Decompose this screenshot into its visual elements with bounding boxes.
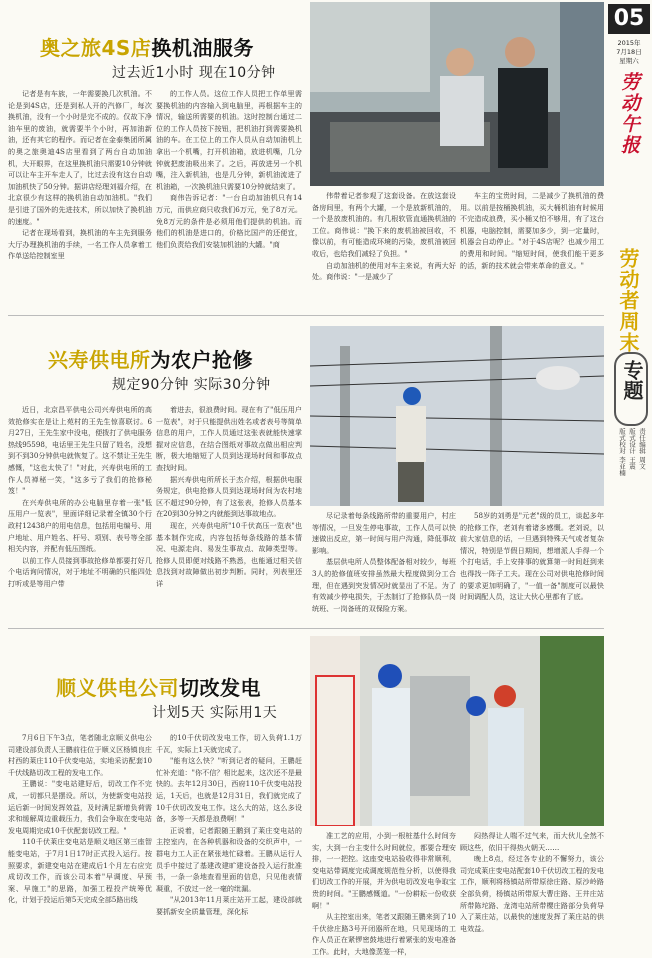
paragraph: 7月6日下午3点，笔者随北京顺义供电公司建设部负责人王鹏前往位于顺义区杨镇良庄村西的莱庄110千伏变电站，实地采访配套10千伏线路切改工程的发电工作。 (8, 733, 152, 777)
article-headline: 奥之旅4S店换机油服务 (40, 36, 254, 60)
newspaper-logo: 劳动午报 (618, 72, 640, 156)
paragraph: 从主控室出来，笔者又跟随王鹏来到了10千伏徐庄路3号开闭器所在地，只见现场的工作人员正在紧锣密鼓地进行着紧张的发电准备工作。此时，大地像蒸笼一样， (312, 912, 456, 956)
paragraph: 车主的宝贵时间，二是减少了换机油的费用。以前是按桶换机油，买大桶机油有时候用不完造成浪费，买小桶又怕不够用，有了这台机器，电脑控制，需要加多少，到一定量时，机器会自动停止。"对于4S店呢？也减少用工的费用和时间。"缩短时间，使我们能干更多的活，新的技术就会带来革命的意义。" (460, 191, 604, 270)
page-number: 05 (608, 4, 650, 34)
article-column (156, 88, 302, 250)
paragraph: 着进去，很浪费时间。现在有了"低压用户一览表"，对于只能提供出姓名或者表号等简单信息的用户，工作人员通过这张表就能快速掌握对应信息，在结合图纸对事故点做出相应判断，极大地缩短了人员到达现场时间和事故点查找时间。 (156, 405, 302, 472)
paragraph: 基层供电所人员整体配备相对较少，每班3人的抢修值班安排虽然最大程度做到分工合理，但在遇到突发情况时就显出了不足。为了有效减少停电损失，于杰制订了抢修队员一岗统班、一岗备班的双保险方案。 (312, 557, 456, 613)
article-subhead: 规定90分钟 实际30分钟 (112, 377, 271, 393)
weekday: 星期六 (619, 57, 639, 65)
article-photo-mechanics (310, 2, 604, 186)
article-photo-substation (310, 636, 604, 826)
article-column (460, 190, 604, 271)
section-divider (8, 315, 604, 316)
article-subhead: 过去近1小时 现在10分钟 (112, 65, 276, 81)
article-column (312, 830, 456, 958)
paragraph: 的工作人员。这位工作人员把工作单里需要换机油的内容输入到电脑里，再根据车主的情况，输送所需要的机油。这时控制台通过二位的工作人员按下按钮，把机油打到需要换机油的车。在工位上的工作人员从自动加油机上拿出一个机嘴，打开机油箱，放进机嘴，几分钟就把废油吸出来了。之后，再放进另一个机嘴，注入新机油，也是几分钟，新机油流进了机油箱，一次换机油只需要10分钟就结束了。 (156, 89, 302, 191)
paragraph: 正说着，记者跟随王鹏到了莱庄变电站的主控室内，在各种机器和设备的交织声中，一群电力工人正在紧张地忙碌着。王鹏从运行人员手中接过了基建改建旷建设备投入运行批准书，一条一条地查看里面的信息，只见他表情凝重，不放过一丝一毫的纰漏。 (156, 825, 302, 893)
paragraph: 王鹏说："变电站建好后，切改工作不完成，一切都只是摆设。所以，为使新变电站投运后新一时间发挥效益，及时满足新增负荷需求和缓解周边重载压力，我们会争取在变电站发电周期完成10千伏配套切改工程。" (8, 779, 152, 835)
paragraph: 记者是有车族，一年需要换几次机油。不论是到4S店，还是到私人开的汽修厂，每次换机油，没有一个小时是完不成的。仅故下净油车里的废油，就需要半个小时，再加油新油，还有其它的程序。而记者在金泰集团所属的奥之旅奥迪4S店里看到了两台自动加油机，大开眼界，在这里换机油只需要10分钟就可以让车主开车走人了，比过去没有这台自动加油机快了50分钟。据讲店经理刘福介绍，在北京很少有这样的换机油自动加油机。"我们是引进了国外的先进技术，所以加快了换机油的速度。" (8, 89, 152, 226)
article-column (312, 190, 456, 283)
credit-line: 责任编辑 周文 (638, 428, 646, 470)
section-divider (8, 628, 604, 629)
photo-lineman-image (310, 326, 604, 506)
paragraph: "从2013年11月莱庄站开工起，建设部就要抓新安全质量管理，深化标 (156, 895, 302, 916)
section-subtitle: 专题 (620, 360, 644, 400)
article-headline: 兴寿供电所为农户抢修 (48, 348, 253, 372)
article-column (460, 510, 604, 603)
article-column (312, 510, 456, 614)
article-column (8, 732, 152, 906)
paragraph: 闷热得让人喘不过气来，而大伙儿全然不顾这些，依旧干得热火朝天…… (460, 831, 604, 852)
article-column (460, 830, 604, 934)
paragraph: 尽记录着每条线路所带的重要用户，村庄等情况，一旦发生停电事故，工作人员可以快速做出反应，第一时间与用户沟通，降低事故影响。 (312, 511, 456, 555)
paragraph: 记者在现场看到，换机油的车主先到服务大厅办理换机油的手续，一名工作人员拿着工作单送给控制室里 (8, 228, 152, 261)
article-headline: 顺义供电公司切改发电 (56, 676, 261, 700)
article-photo-lineman (310, 326, 604, 506)
paragraph: 在兴寿供电所的办公电脑里存着一张"低压用户一览表"，里面详细记录着全镇30个行政村12438户的用电信息，包括用电编号、用户地址、用户姓名、杆号、项别、表号等全部相关内容，并配有低压图纸。 (8, 497, 152, 554)
credit-line: 版式设计 王震 (628, 428, 636, 470)
sidebar (606, 0, 652, 957)
article-subhead: 计划5天 实际用1天 (152, 705, 278, 721)
paragraph: 据兴寿供电所所长于杰介绍，根据供电服务规定，供电抢修人员到达现场时间为农村地区不超过90分钟，有了这张表，抢修人员基本在20到30分钟之内就能到达事故地点。 (156, 474, 302, 519)
paragraph: 110千伏莱庄变电站是顺义地区第三座智能变电站，于7月1日17时正式投入运行。按照要求，新建变电站在建成后1个月左右应完成切改工作，而该公司本着"早调度、早预案、早施工"的思路，加强工程投产统筹优化，计划于投运后第5天完成全部5路出线 (8, 837, 152, 905)
paragraph: 以前工作人员接到事故抢修单都要打好几个电话询问情况，对于地址不明确的只能四处打听或是等用户带 (8, 555, 152, 588)
article-column (156, 404, 302, 590)
date-year: 2015年 (617, 39, 641, 47)
section-title: 劳动者周末 (616, 248, 640, 353)
paragraph: 58岁的刘勇是"元老"级的员工，谈起多年的抢修工作，老刘有着诸多感慨。老刘说，以前大家信息的话，一旦遇到特殊天气或者复杂情况，特别是节假日期间，想增派人手得一个个打电话，手上安排事的就算第一时间赶到来也得找一阵子工夫。现在公司对供电抢修时间的要求更加明确了，"一值一备"制度可以最快时间调配人员，这让大伙心里都有了底。 (460, 511, 604, 602)
date-day: 7月18日 (616, 48, 642, 56)
paragraph: 近日，北京昌平供电公司兴寿供电所的高效抢修实在是让上苑村的王先生惊喜联讨。6月27日，王先生家中没电，便拨打了供电服务热线95598，电话里王先生只留了姓名，没想到不到30分钟供电就恢复了。这不禁让王先生感慨，"这也太快了！"对此，兴寿供电所的工作人员禅秘一笑，"这多亏了我们的抢修秘笈！" (8, 405, 152, 496)
photo-mechanics-image (310, 2, 604, 186)
article-column (8, 404, 152, 590)
paragraph: 的10千伏切改发电工作，切入负荷1.1万千瓦，实际上1天就完成了。 (156, 733, 302, 754)
paragraph: 准工艺的应用，小到一根桩基什么时间夯实，大到一台主变什么时间就位，都要合理安排，一一把控。这座变电站验收得非常顺利，变电站带调度完成调度规范性分析，以使得我们切改工作的开展，并为供电切改发电争取宝贵的时间。"王鹏感慨道。"一份耕耘一份收获啊！" (312, 831, 456, 910)
photo-substation-image (310, 636, 604, 826)
paragraph: 晚上8点，经过各专业的不懈努力，该公司完成莱庄变电站配套10千伏切改工程的发电工作，顺利将杨镇站所带原徐庄路、原沙岭路全部负荷，杨镇站所带原大曹庄路、王井庄站所带陈坨路、龙湾屯站所带樱庄路部分负荷导入了莱庄站，以最快的速度发挥了莱庄站的供电效益。 (460, 854, 604, 933)
article-column (156, 732, 302, 918)
paragraph: 伟带着记者参观了这套设备。在放这套设备房间里，有两个大罐，一个是放新机油的，一个是放废机油的。有几根软管直通换机油的工位。商伟说："换下来的废机油被回收，不像以前，有可能造成环境的污染，废机油被回收后，也给我们减轻了负担。" (312, 191, 456, 258)
credit-line: 版式校对 李亚楠 (618, 428, 626, 476)
paragraph: "能有这么快？"听到记者的疑问，王鹏赶忙补充道："你不信？相比起来，这次还不是最快的。去年12月30日，西府110千伏变电站投运，1天后，也就是12月31日，我们就完成了10千伏切改发电工作。这么大的站，这么多设备，多等一天都是浪费啊！" (156, 756, 302, 824)
paragraph: 商伟告诉记者："一台自动加油机只有14万元，而供应商只收我们6万元，免了8万元。免8万元的条件是必须用他们提供的机油。而他们的机油是进口的，价格比国产的还便宜，他们负责给我们安装加机油的大罐。"商 (156, 193, 302, 249)
paragraph: 自动加油机的使用对车主来说，有两大好处。商伟说："一是减少了 (312, 260, 456, 282)
paragraph: 现在，兴寿供电所"10千伏高压一览表"也基本制作完成，内容包括每条线路的基本情况、电源走向、易发生事故点、故障类型等。抢修人员即便对线路不熟悉，也能通过相关信息找到对故障做出初步判断。同时，列表里还详 (156, 520, 302, 588)
article-column (8, 88, 152, 262)
